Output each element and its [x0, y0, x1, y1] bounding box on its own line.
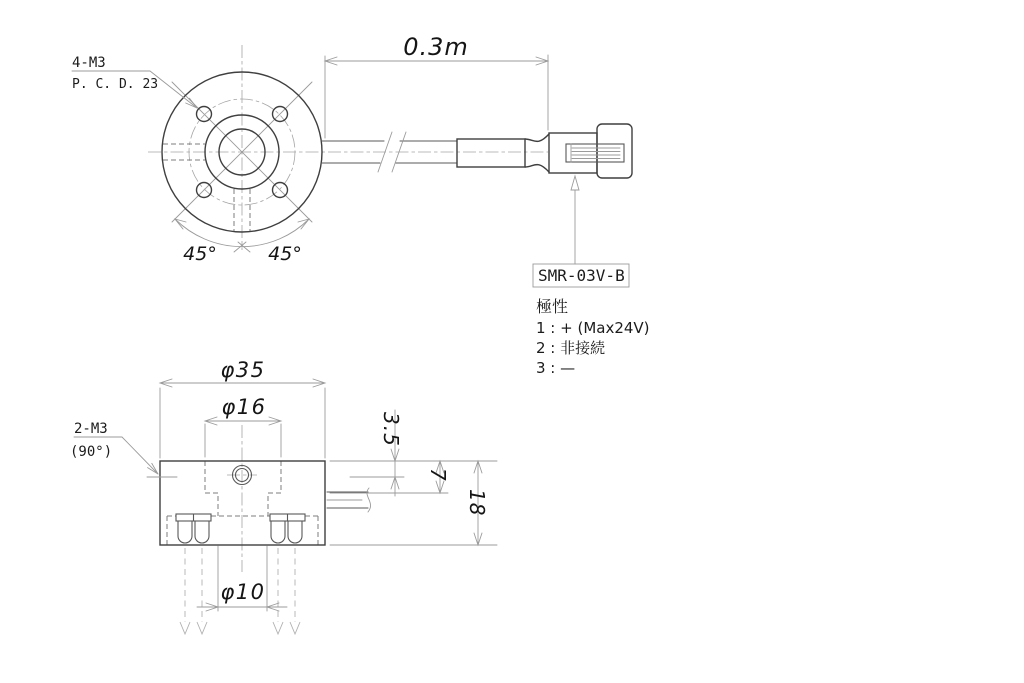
connector-rear-cap: [597, 124, 632, 178]
polarity-pin2: 2 : 非接続: [536, 339, 606, 357]
angle-left-label: 45°: [183, 243, 217, 265]
dia-beam-label: φ10: [220, 580, 266, 604]
led-dome: [178, 521, 192, 543]
screw-callout-line1: 2-M3: [74, 421, 108, 437]
connector-housing: [549, 133, 597, 173]
screw-callout: [70, 421, 158, 474]
polarity-title: 極性: [536, 297, 569, 316]
cable-sleeve: [457, 139, 525, 167]
screw-callout-line2: (90°): [70, 444, 113, 460]
bolt-callout: [72, 55, 197, 108]
front-centerlines: [148, 45, 548, 250]
led-dome: [195, 521, 209, 543]
cable-length-label: 0.3m: [403, 33, 469, 61]
side-dimensions: [70, 358, 497, 611]
dim-screw-depth-label: 3.5: [379, 412, 403, 447]
led-dome: [288, 521, 302, 543]
dia16-dim-lines: [205, 417, 281, 457]
connector-crimp-ribs: [571, 144, 620, 162]
led-dome: [271, 521, 285, 543]
hidden-bore-lines: [167, 461, 318, 545]
bolt-callout-line2: P. C. D. 23: [72, 77, 159, 92]
body-outline: [160, 461, 325, 545]
dia-outer-label: φ35: [220, 358, 266, 382]
dia-bore-label: φ16: [221, 395, 267, 419]
led-assembly: [176, 514, 305, 543]
led-bar-dividers: [194, 514, 288, 521]
length-dim-lines: [325, 55, 548, 138]
bolt-callout-line1: 4-M3: [72, 55, 106, 71]
length-dimension: [325, 33, 548, 138]
dim-height-label: 18: [465, 489, 489, 517]
connector-crimp: [566, 144, 624, 162]
side-centerlines: [227, 425, 257, 572]
angle-right-label: 45°: [268, 243, 302, 265]
cable-neck: [525, 134, 549, 172]
front-view: [72, 45, 548, 265]
connector-leader-arrow: [571, 176, 579, 190]
cable-assembly: [321, 124, 632, 178]
polarity-pin1: 1 : + (Max24V): [536, 319, 650, 337]
dim-cable-pos-label: 7: [426, 468, 450, 482]
polarity-pin3: 3 : —: [536, 359, 576, 377]
light-beam-arrows: [180, 622, 300, 634]
connector-model-label: SMR-03V-B: [538, 266, 625, 285]
polarity-note: [536, 297, 650, 377]
connector-callout: [533, 176, 629, 287]
